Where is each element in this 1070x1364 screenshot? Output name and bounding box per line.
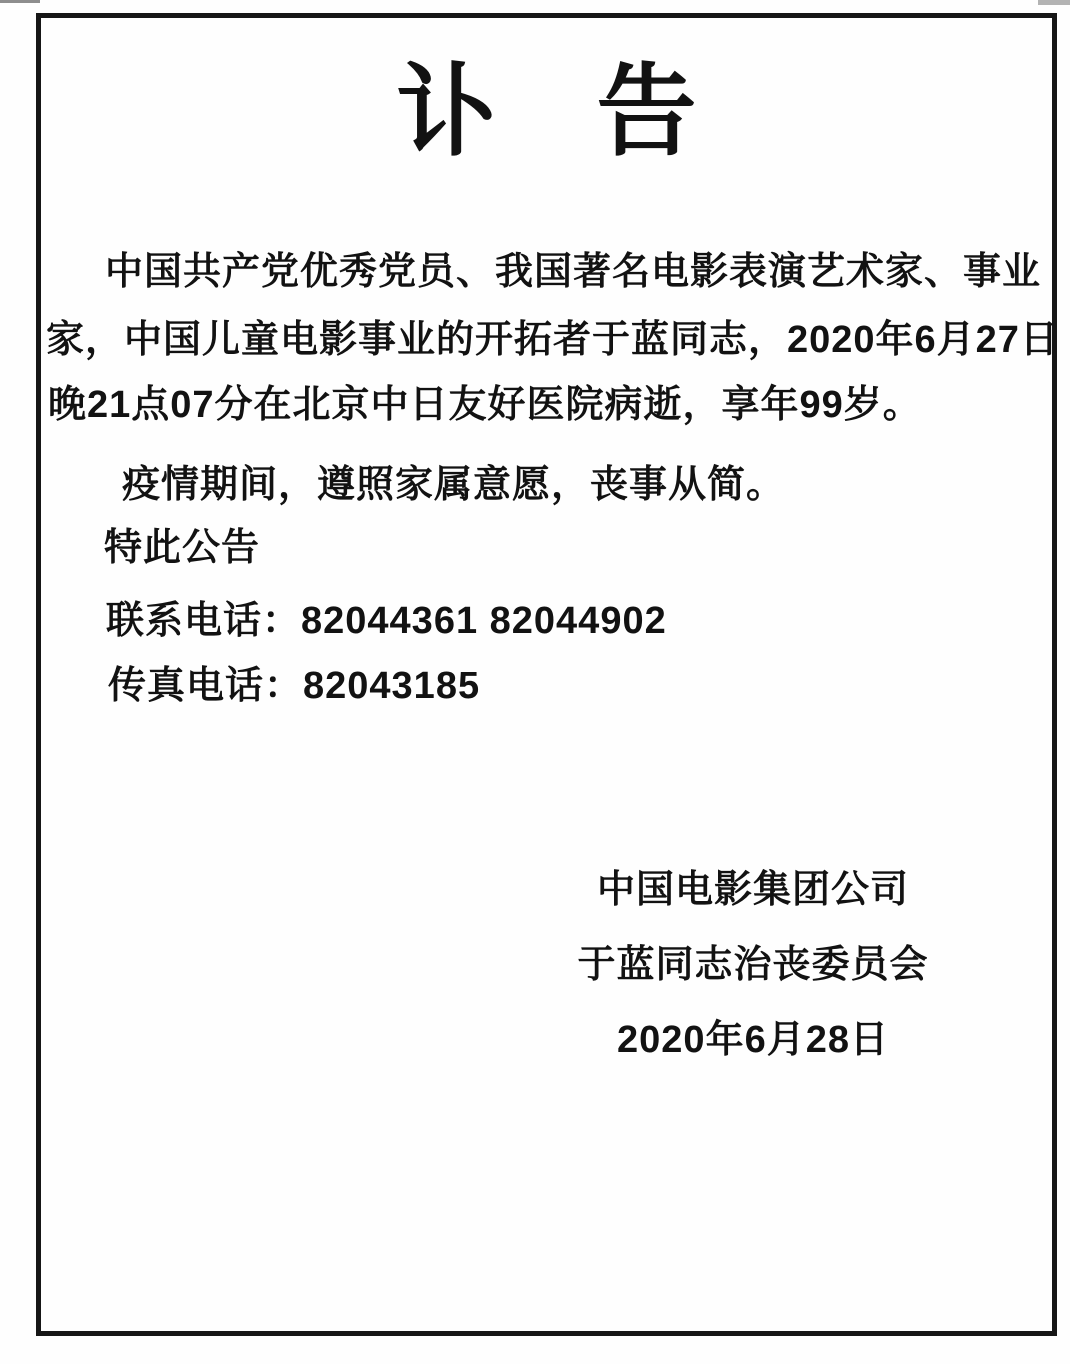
- fax-phone-label: 传真电话：: [108, 665, 304, 707]
- closing-statement: 特此公告: [104, 527, 261, 569]
- funeral-arrangement-note: 疫情期间，遵照家属意愿，丧事从简。: [122, 464, 786, 506]
- obituary-paragraph1-line1: 中国共产党优秀党员、我国著名电影表演艺术家、事业: [105, 251, 1042, 293]
- signature-committee: 于蓝同志治丧委员会: [577, 944, 929, 986]
- obituary-title: 讣 告: [396, 56, 697, 168]
- contact-phone-line: [106, 599, 667, 643]
- signature-date: 2020年6月28日: [617, 1019, 889, 1061]
- signature-organization: 中国电影集团公司: [596, 869, 909, 911]
- signature-block: [458, 868, 1048, 1093]
- obituary-paragraph1-line3: 晚21点07分在北京中日友好医院病逝，享年99岁。: [48, 384, 922, 426]
- obituary-paragraph1-line2: 家，中国儿童电影事业的开拓者于蓝同志，2020年6月27日: [46, 319, 1059, 361]
- contact-phone-label: 联系电话：: [106, 600, 302, 642]
- scan-artifact-top-right: [1038, 0, 1070, 5]
- scan-artifact-top-left: [0, 0, 40, 3]
- fax-phone-line: [108, 664, 480, 708]
- fax-phone-numbers: 82043185: [303, 665, 481, 707]
- contact-phone-numbers: 82044361 82044902: [301, 600, 667, 642]
